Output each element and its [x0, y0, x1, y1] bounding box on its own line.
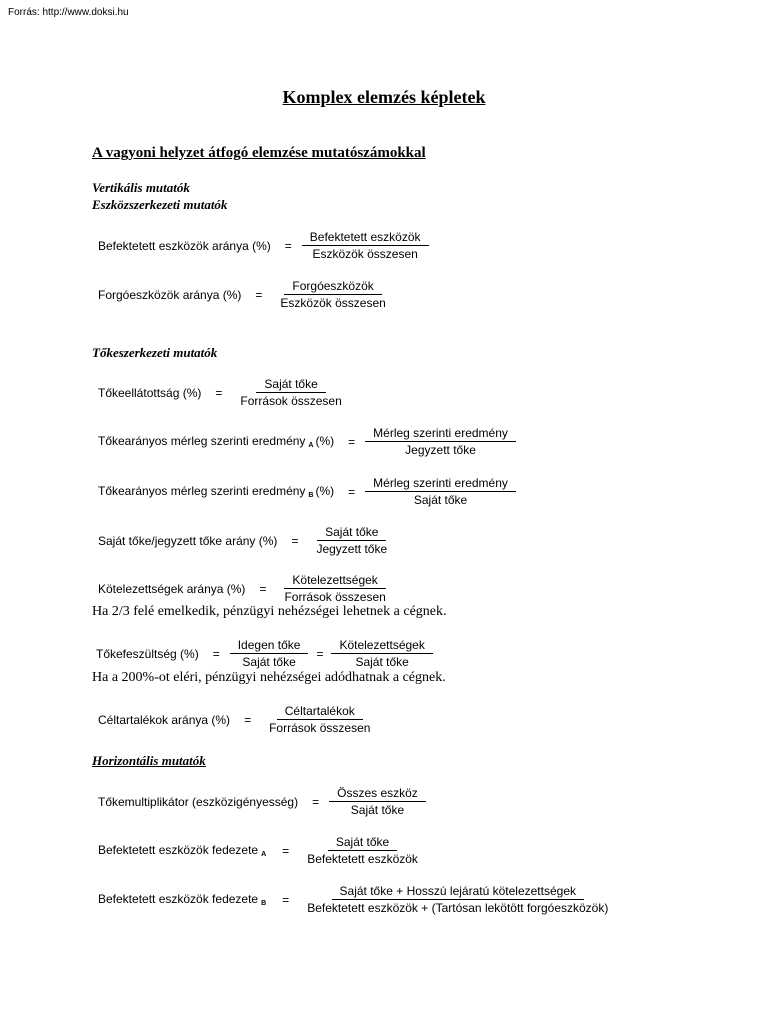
note-tokefeszultseg: Ha a 200%-ot eléri, pénzügyi nehézségei adódhatnak a cégnek.	[92, 670, 446, 685]
numerator: Kötelezettségek	[331, 638, 432, 654]
formula-label: Tőkemultiplikátor (eszközigényesség)	[98, 794, 299, 809]
formula-kotelezettsegek	[98, 573, 394, 604]
section-heading: A vagyoni helyzet átfogó elemzése mutatószámokkal	[92, 145, 426, 161]
formula-forgo-arany	[98, 279, 394, 310]
equals-sign: =	[291, 533, 299, 548]
formula-label: Befektetett eszközök fedezete $_A$	[98, 843, 267, 858]
denominator: Eszközök összesen	[312, 247, 418, 261]
equals-sign: =	[255, 287, 263, 302]
denominator: Források összesen	[240, 394, 342, 408]
source-url: Forrás: http://www.doksi.hu	[8, 7, 129, 18]
fraction	[276, 573, 393, 604]
formula-befektetett-arany	[98, 230, 429, 261]
formula-label: Befektetett eszközök fedezete $_B$	[98, 892, 267, 907]
formula-label: Tőkefeszültség (%)	[96, 646, 199, 661]
formula-tokearanyos-b	[98, 476, 516, 507]
capital-structure-heading: Tőkeszerkezeti mutatók	[92, 345, 218, 360]
denominator: Saját tőke	[242, 655, 296, 669]
denominator: Saját tőke	[350, 803, 405, 817]
equals-sign: =	[312, 794, 320, 809]
formula-tokemultiplikator	[98, 786, 426, 817]
equals-sign: =	[215, 385, 223, 400]
equals-sign: =	[212, 646, 220, 661]
vertical-heading: Vertikális mutatók	[92, 180, 190, 195]
fraction	[365, 476, 516, 507]
numerator: Saját tőke	[317, 525, 386, 541]
fraction	[299, 835, 426, 866]
equals-sign: =	[282, 892, 290, 907]
equals-sign: =	[282, 843, 290, 858]
note-kotelezettsegek: Ha 2/3 felé emelkedik, pénzügyi nehézségei lehetnek a cégnek.	[92, 604, 447, 619]
fraction	[308, 525, 395, 556]
subscript: A	[261, 851, 267, 858]
formula-label: Tőkearányos mérleg szerinti eredmény $_A$ (%)	[98, 434, 335, 449]
fraction	[365, 426, 516, 457]
equals-sign: =	[244, 712, 252, 727]
denominator: Jegyzett tőke	[316, 542, 388, 556]
numerator: Kötelezettségek	[284, 573, 385, 589]
numerator: Saját tőke	[256, 377, 325, 393]
denominator: Eszközök összesen	[280, 296, 386, 310]
equals-sign: =	[284, 238, 292, 253]
fraction	[331, 638, 432, 669]
formula-label: Kötelezettségek aránya (%)	[98, 581, 246, 596]
formula-sajat-jegyzett	[98, 525, 395, 556]
formula-label: Befektetett eszközök aránya (%)	[98, 238, 271, 253]
formula-fedezet-a	[98, 835, 426, 866]
numerator: Saját tőke	[328, 835, 397, 851]
denominator: Befektetett eszközök + (Tartósan lekötött forgóeszközök)	[307, 901, 609, 915]
numerator: Mérleg szerinti eredmény	[365, 426, 516, 442]
fraction	[329, 786, 426, 817]
equals-sign: =	[348, 434, 356, 449]
formula-tokefeszultseg	[96, 638, 433, 669]
denominator: Befektetett eszközök	[307, 852, 418, 866]
numerator: Céltartalékok	[277, 704, 363, 720]
fraction	[299, 884, 616, 915]
denominator: Források összesen	[269, 721, 371, 735]
numerator: Összes eszköz	[329, 786, 426, 802]
numerator: Forgóeszközök	[284, 279, 381, 295]
formula-tokeellatottsag	[98, 377, 350, 408]
formula-label: Céltartalékok aránya (%)	[98, 712, 231, 727]
denominator: Források összesen	[284, 590, 386, 604]
asset-structure-heading: Eszközszerkezeti mutatók	[92, 197, 228, 212]
numerator: Idegen tőke	[230, 638, 309, 654]
formula-label: Saját tőke/jegyzett tőke arány (%)	[98, 533, 278, 548]
fraction	[272, 279, 393, 310]
equals-sign: =	[259, 581, 267, 596]
fraction	[230, 638, 309, 669]
denominator: Saját tőke	[413, 493, 468, 507]
subscript: A	[308, 442, 314, 449]
subscript: B	[308, 492, 314, 499]
formula-tokearanyos-a	[98, 426, 516, 457]
formula-fedezet-b	[98, 884, 616, 915]
formula-label: Tőkeellátottság (%)	[98, 385, 202, 400]
horizontal-heading: Horizontális mutatók	[92, 753, 206, 768]
formula-label: Tőkearányos mérleg szerinti eredmény $_B$ (%)	[98, 484, 335, 499]
subscript: B	[261, 900, 267, 907]
denominator: Jegyzett tőke	[405, 443, 476, 457]
formula-label: Forgóeszközök aránya (%)	[98, 287, 242, 302]
page-title: Komplex elemzés képletek	[282, 87, 486, 107]
fraction	[232, 377, 349, 408]
numerator: Befektetett eszközök	[302, 230, 429, 246]
fraction	[302, 230, 429, 261]
denominator: Saját tőke	[355, 655, 409, 669]
equals-sign: =	[316, 646, 324, 661]
numerator: Mérleg szerinti eredmény	[365, 476, 516, 492]
formula-celtartalekok	[98, 704, 378, 735]
equals-sign: =	[348, 484, 356, 499]
fraction	[261, 704, 378, 735]
numerator: Saját tőke + Hosszú lejáratú kötelezettségek	[332, 884, 584, 900]
